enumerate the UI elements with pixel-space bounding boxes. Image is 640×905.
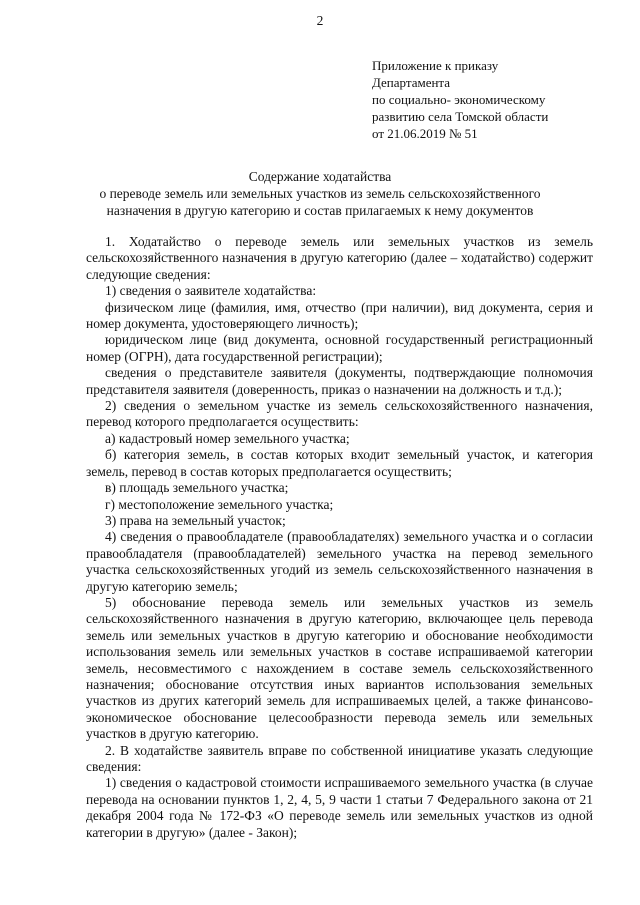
appendix-header: [372, 57, 548, 142]
paragraph: 5) обоснование перевода земель или земельных участков из земель сельскохозяйственного назначения в другую категорию, включающее цель перевода земель или земельных участков в другую категорию и обоснование необходимости использования земель или земельных участков в составе испрашиваемой категории земель, несовместимого с нахождением в составе земель сельскохозяйственного назначения; обоснование отсутствия иных вариантов использования земельных участков из других категорий земель для испрашиваемых целей, а также финансово-экономическое обоснование целесообразности перевода земель или земельных участков в другую категорию.: [86, 594, 593, 742]
paragraph: 1) сведения о заявителе ходатайства:: [105, 283, 317, 299]
appendix-line: по социально- экономическому: [372, 92, 546, 107]
page-number: 2: [316, 13, 324, 28]
paragraph: 1) сведения о кадастровой стоимости испрашиваемого земельного участка (в случае перевода на основании пунктов 1, 2, 4, 5, 9 части 1 статьи 7 Федерального закона от 21 декабря 2004 года № 172-ФЗ «О переводе земель или земельных участков из одной категории в другую» (далее - Закон);: [86, 775, 593, 840]
title-line: Содержание ходатайства: [248, 169, 392, 184]
paragraph: 4) сведения о правообладателе (правообладателях) земельного участка и о согласии правообладателя (правообладателей) земельного участка на перевод земельного участка сельскохозяйственных угодий из земель сельскохозяйственного назначения в другую категорию земель;: [86, 529, 593, 594]
paragraph: физическом лице (фамилия, имя, отчество (при наличии), вид документа, серия и номер документа, удостоверяющего личность);: [86, 299, 593, 332]
paragraph: в) площадь земельного участка;: [105, 480, 289, 496]
paragraph: б) категория земель, в состав которых входит земельный участок, и категория земель, перевод в состав которых предполагается осуществить;: [86, 447, 593, 479]
paragraph: юридическом лице (вид документа, основной государственный регистрационный номер (ОГРН), дата государственной регистрации);: [86, 332, 593, 364]
paragraph: а) кадастровый номер земельного участка;: [105, 430, 350, 446]
paragraph: 2. В ходатайстве заявитель вправе по собственной инициативе указать следующие сведения:: [86, 742, 593, 774]
paragraph: 3) права на земельный участок;: [105, 512, 286, 528]
paragraph: 1. Ходатайство о переводе земель или земельных участков из земель сельскохозяйственного назначения в другую категорию (далее – ходатайство) содержит следующие сведения:: [86, 234, 593, 282]
appendix-line: Приложение к приказу: [372, 58, 499, 73]
appendix-line: развитию села Томской области: [372, 109, 549, 124]
document-body: [86, 234, 593, 841]
title-line: назначения в другую категорию и состав прилагаемых к нему документов: [106, 203, 534, 218]
appendix-line: от 21.06.2019 № 51: [372, 126, 478, 141]
paragraph: сведения о представителе заявителя (документы, подтверждающие полномочия представителя заявителя (доверенность, приказ о назначении на должность и т.д.);: [86, 365, 593, 397]
appendix-line: Департамента: [372, 75, 451, 90]
paragraph: 2) сведения о земельном участке из земель сельскохозяйственного назначения, перевод которого предполагается осуществить:: [86, 398, 593, 430]
paragraph: г) местоположение земельного участка;: [105, 496, 334, 512]
document-title: [0, 168, 640, 219]
title-line: о переводе земель или земельных участков из земель сельскохозяйственного: [99, 186, 541, 201]
